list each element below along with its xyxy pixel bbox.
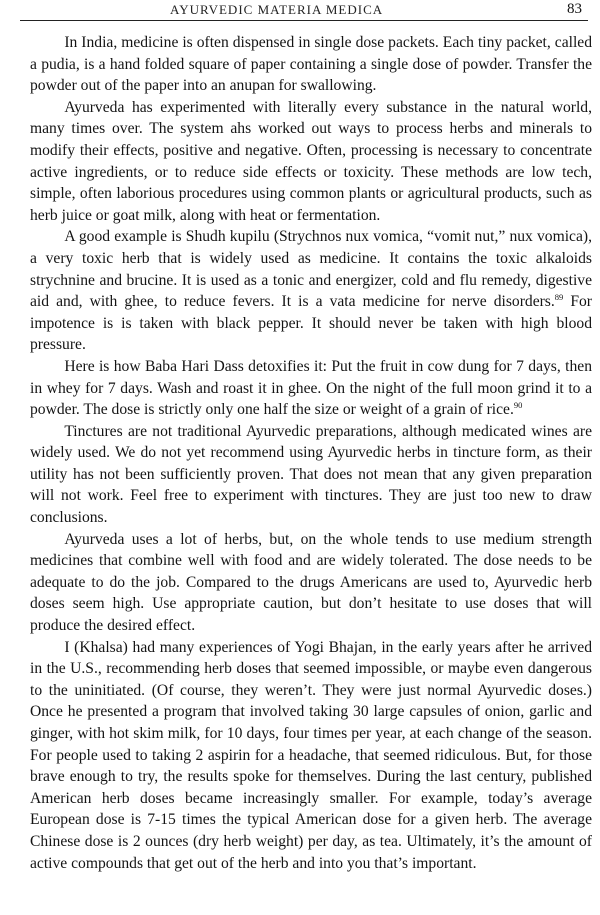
paragraph-tinctures <box>30 421 592 529</box>
paragraph-text-continued: For impotence is is taken with black pepper. It should never be taken with high blood pressure. <box>30 293 592 354</box>
footnote-ref-90: 90 <box>513 400 523 411</box>
paragraph-shudh-kupilu <box>30 226 592 356</box>
paragraph-text: Ayurveda uses a lot of herbs, but, on the whole tends to use medium strength medicines that combine well with food and are widely tolerated. The dose needs to be adequate to do the job. Compared to the drugs Americans are used to, Ayurvedic herb doses seem high. Use appropriate caution, but don’t hesitate to use doses that will produce the desired effect. <box>30 530 592 635</box>
paragraph-text: A good example is Shudh kupilu (Strychnos nux vomica, “vomit nut,” nux vomica), a very toxic herb that is widely used as medicine. It contains the toxic alkaloids strychnine and brucine. It is used as a tonic and energizer, cold and flu remedy, digestive aid and, with ghee, to reduce fevers. It is a vata medicine for nerve disorders. <box>30 228 592 311</box>
page-header <box>20 0 588 21</box>
paragraph-detox <box>30 356 592 421</box>
paragraph-text: Here is how Baba Hari Dass detoxifies it: Put the fruit in cow dung for 7 days, then in whey for 7 days. Wash and roast it in ghee. On the night of the full moon grind it to a powder. The dose is strictly only one half the size or weight of a grain of rice. <box>30 357 592 419</box>
footnote-ref-89: 89 <box>554 292 564 303</box>
running-title: AYURVEDIC MATERIA MEDICA <box>170 2 384 17</box>
paragraph-khalsa <box>30 637 592 875</box>
paragraph-text: I (Khalsa) had many experiences of Yogi Bhajan, in the early years after he arrived in the U.S., recommending herb doses that seemed impossible, or maybe even dangerous to the uninitiated. (Of course, they weren’t. They were just normal Ayurvedic doses.) Once he presented a program that involved taking 30 large capsules of onion, garlic and ginger, with hot skim milk, for 10 days, four times per year, at each change of the season. For people used to taking 2 aspirin for a headache, that seemed ridiculous. But, for those brave enough to try, the results spoke for themselves. During the last century, published American herb doses became increasingly smaller. For example, today’s average European dose is 7-15 times the typical American dose for a given herb. The average Chinese dose is 2 ounces (dry herb weight) per day, as tea. Ultimately, it’s the amount of active compounds that get out of the herb and into you that’s important. <box>30 638 592 872</box>
paragraph-pudia <box>30 32 592 97</box>
paragraph-text: Tinctures are not traditional Ayurvedic preparations, although medicated wines are widely used. We do not yet recommend using Ayurvedic herbs in tincture form, as their utility has not been sufficiently proven. That does not mean that any given preparation will not work. Feel free to experiment with tinctures. They are just too new to draw conclusions. <box>30 422 592 527</box>
paragraph-text: Ayurveda has experimented with literally every substance in the natural world, many times over. The system ahs worked out ways to process herbs and minerals to modify their effects, positive and negative. Often, processing is necessary to concentrate active ingredients, or to reduce side effects or toxicity. These methods are low tech, simple, often laborious procedures using common plants or agricultural products, such as herb juice or goat milk, along with heat or fermentation. <box>30 98 592 224</box>
paragraph-processing <box>30 97 592 227</box>
page-number: 83 <box>567 1 582 17</box>
body-text <box>30 32 592 874</box>
paragraph-text: In India, medicine is often dispensed in single dose packets. Each tiny packet, called a pudia, is a hand folded square of paper containing a single dose of powder. Transfer the powder out of the paper into an anupan for swallowing. <box>30 34 592 95</box>
paragraph-doses <box>30 529 592 637</box>
